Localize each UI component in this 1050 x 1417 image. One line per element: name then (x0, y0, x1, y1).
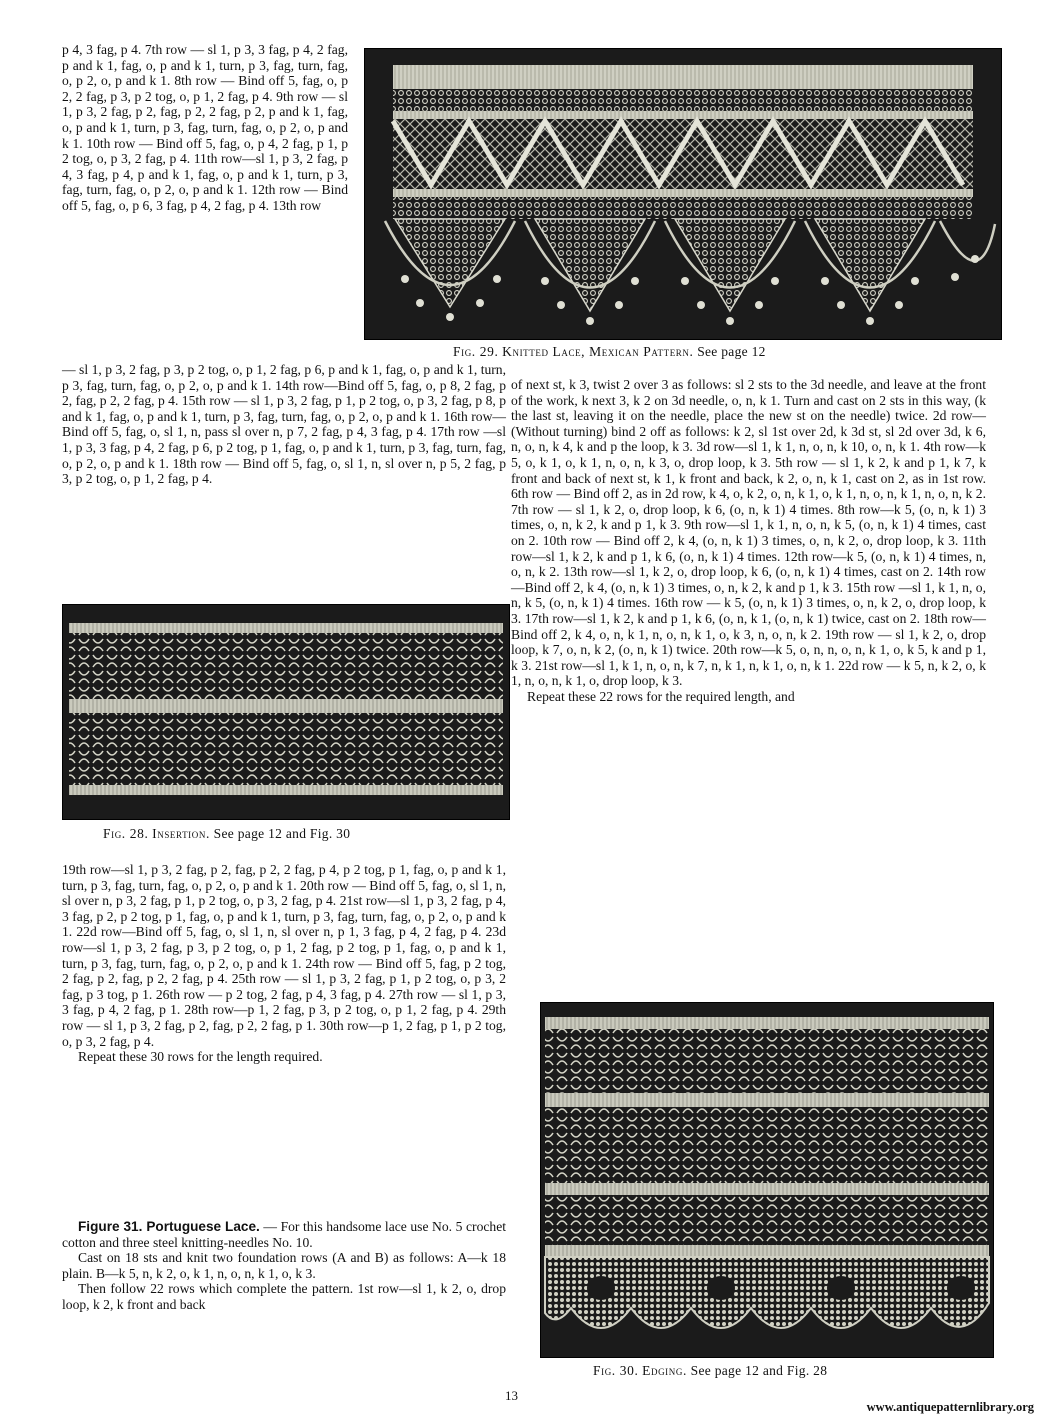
left-column-bottom-text (62, 862, 506, 1065)
figure-31-then: Then follow 22 rows which complete the pattern. 1st row—sl 1, k 2, o, drop loop, k 2, k front and back (62, 1281, 506, 1312)
figure-30-ref: See page 12 and Fig. 28 (690, 1363, 828, 1378)
figure-29-photo (364, 48, 1002, 340)
left-column-top-text (62, 42, 348, 214)
figure-29-label: Fig. 29. (453, 344, 499, 359)
right-column-text (511, 377, 986, 704)
right-column-paragraph: of next st, k 3, twist 2 over 3 as follows: sl 2 sts to the 3d needle, and leave at the front of the work, k next 3, k 2 on 3d needle, o, n, k 1. Turn and cast on 2 sts in this way, (k the last st, leaving it on the needle, place the new st on the needle) twice. 2d row—(Without turning) bind 2 off as follows: k 2, sl 1st over 2d, k 3d st, sl 2d over 3d, k 6, n, o, n, k 4, k and p the loop, k 3. 3d row—sl 1, k 1, n, o, n, k 10, o, n, k 1. 4th row—k 5, o, k 1, o, k 1, n, o, n, k 3, o, drop loop, k 3. 5th row — sl 1, k 2, k and p 1, k 7, k front and back of next st, k 1, k front and back, k 2, o, n, k 1, cast on 2, as in 1st row. 6th row — Bind off 2, as in 2d row, k 4, o, k 2, o, n, k 1, o, k 1, n, o, n, k 1, n, o, n, k 2. 7th row — sl 1, k 2, o, drop loop, k 6, (o, n, k 1) 4 times. 8th row—k 5, (o, n, k 1) 3 times, o, n, k 2, k and p 1, k 3. 9th row—sl 1, k 1, n, o, n, k 5, (o, n, k 1) 4 times, cast on 2. 10th row — Bind off 2, k 4, (o, n, k 1) 3 times, o, n, k 2, o, drop loop, k 3. 11th row—sl 1, k 2, k and p 1, k 6, (o, n, k 1) 4 times. 12th row—k 5, (o, n, k 1) 4 times, n, o, n, k 2. 13th row—sl 1, k 2, o, drop loop, k 6, (o, n, k 1) 4 times, cast on 2. 14th row—Bind off 2, k 4, (o, n, k 1) 3 times, o, n, k 2, k and p 1, k 3. 15th row —sl 1, k 1, n, o, n, k 5, (o, n, k 1) 4 times. 16th row — k 5, (o, n, k 1) 3 times, o, n, k 2, o, drop loop, k 3. 17th row—sl 1, k 2, k and p 1, k 6, (o, n, k 1, (o, n, k 1) twice, cast on 2. 18th row—Bind off 2, k 4, o, n, k 1, n, o, n, k 1, o, k 3, n, o, n, k 2. 19th row — sl 1, k 2, o, drop loop, k 7, o, n, k 2, (o, n, k 1) twice. 20th row—k 5, o, n, n, o, n, k 1, o, k 5, k and p 1, k 3. 21st row—sl 1, k 1, n, o, n, k 7, n, k 1, n, k 1, o, n, k 1. 22d row — k 5, n, k 2, o, k 1, n, o, n, k 1, o, drop loop, k 3. (511, 377, 986, 689)
page-number: 13 (505, 1388, 518, 1403)
figure-31-instructions (62, 1219, 506, 1313)
right-repeat-line: Repeat these 22 rows for the required length, and (527, 688, 795, 704)
figure-28-title: Insertion. (152, 826, 210, 841)
figure-30-label: Fig. 30. (593, 1363, 639, 1378)
figure-29-title: Knitted Lace, Mexican Pattern. (502, 344, 694, 359)
figure-30-title: Edging. (642, 1363, 687, 1378)
figure-31-intro: — For this handsome lace use No. 5 crochet cotton and three steel knitting-needles No. 10. (62, 1219, 507, 1250)
left-repeat-line: Repeat these 30 rows for the length required. (78, 1049, 323, 1065)
figure-31-heading: Figure 31. Portuguese Lace. (78, 1219, 260, 1234)
figure-30-photo (540, 1002, 994, 1358)
left-wide-paragraph: — sl 1, p 3, 2 fag, p 3, p 2 tog, o, p 1, 2 fag, p 6, p and k 1, fag, o, p and k 1, turn, p 3, fag, turn, fag, o, p 2, o, p and k 1. 14th row—Bind off 5, fag, o, p 8, 2 fag, p 2, fag, p 2, 2 fag, p 4. 15th row — sl 1, p 3, 2 fag, p 1, p 2 tog, o, p 3, 2 fag, p 8, p and k 1, fag, o, p and k 1, turn, p 3, fag, turn, fag, o, p 2, o, p and k 1. 16th row—Bind off 5, fag, o, sl 1, n, pass sl over n, p 7, 2 fag, p 4, 3 fag, p 4. 17th row —sl 1, p 3, 3 fag, p 4, 2 fag, p 6, p 2 tog, p 1, fag, o, p and k 1, turn, p 3, fag, turn, fag, o, p 2, o, p and k 1. 18th row — Bind off 5, fag, o, sl 1, n, sl over n, p 5, 2 fag, p 3, p 2 tog, o, p 1, 2 fag, p 4. (62, 362, 506, 487)
figure-29-caption (453, 344, 766, 360)
figure-28-photo (62, 604, 510, 820)
website-footer: www.antiquepatternlibrary.org (866, 1400, 1034, 1414)
figure-30-caption (593, 1363, 827, 1379)
left-top-paragraph: p 4, 3 fag, p 4. 7th row — sl 1, p 3, 3 fag, p 4, 2 fag, p and k 1, fag, o, p and k 1, turn, p 3, fag, turn, fag, o, p 2, o, p and k 1. 8th row — Bind off 5, fag, o, p 2, 2 fag, p 3, p 2 tog, o, p 1, 2 fag, p 4. 9th row — sl 1, p 3, 2 fag, p 2, fag, p 2, 2 fag, p 2, p and k 1, fag, o, p and k 1, turn, p 3, fag, turn, fag, o, p 2, o, p and k 1. 10th row — Bind off 5, fag, o, p 4, 2 fag, p 1, p 2 tog, o, p 3, 2 fag, p 4. 11th row—sl 1, p 3, 2 fag, p 4, 3 fag, p 4, p and k 1, fag, o, p and k 1, turn, p 3, fag, turn, fag, o, p 2, o, p and k 1. 12th row — Bind off 5, fag, o, p 6, 3 fag, p 4, 2 fag, p 4. 13th row (62, 42, 348, 213)
left-column-wide-text (62, 362, 506, 487)
left-bottom-paragraph: 19th row—sl 1, p 3, 2 fag, p 2, fag, p 2, 2 fag, p 4, p 2 tog, p 1, fag, o, p and k 1, turn, p 3, fag, turn, fag, o, p 2, o, p and k 1. 20th row — Bind off 5, fag, o, sl 1, n, sl over n, p 3, 2 fag, p 1, p 2 tog, o, p 3, 2 fag, p 4. 21st row—sl 1, p 3, 2 fag, p 4, 3 fag, p 2, p 2 tog, p 1, fag, o, p and k 1, turn, p 3, fag, turn, fag, o, p 2, o, p and k 1. 22d row—Bind off 5, fag, o, sl 1, n, sl over n, p 1, 3 fag, p 4, 2 fag, p 4. 23d row—sl 1, p 3, 2 fag, p 3, p 2 tog, o, p 1, 2 fag, p 2 tog, p 1, fag, o, p and k 1, turn, p 3, fag, turn, fag, o, p 2, o, p and k 1. 24th row — Bind off 5, fag, p 2 tog, 2 fag, p 2, fag, p 2, 2 fag, p 4. 25th row — sl 1, p 3, 2 fag, p 1, p 2 tog, o, p 3, 2 fag, p 3 tog, p 1. 26th row — p 2 tog, 2 fag, p 4, 3 fag, p 4. 27th row — sl 1, p 3, 3 fag, p 4, 2 fag, p 1. 28th row—p 1, 2 fag, p 3, p 2 tog, o, p 1, 2 fag, p 4. 29th row — sl 1, p 3, 2 fag, p 2, fag, p 2, 2 fag, p 1. 30th row—p 1, 2 fag, p 1, p 2 tog, o, p 3, 2 fag, p 4. (62, 862, 506, 1049)
figure-28-caption (103, 826, 350, 842)
figure-28-label: Fig. 28. (103, 826, 149, 841)
figure-31-cast-on: Cast on 18 sts and knit two foundation rows (A and B) as follows: A—k 18 plain. B—k 5, n, k 2, o, k 1, n, o, n, k 1, o, k 3. (62, 1250, 506, 1281)
figure-28-ref: See page 12 and Fig. 30 (213, 826, 351, 841)
figure-29-ref: See page 12 (697, 344, 766, 359)
